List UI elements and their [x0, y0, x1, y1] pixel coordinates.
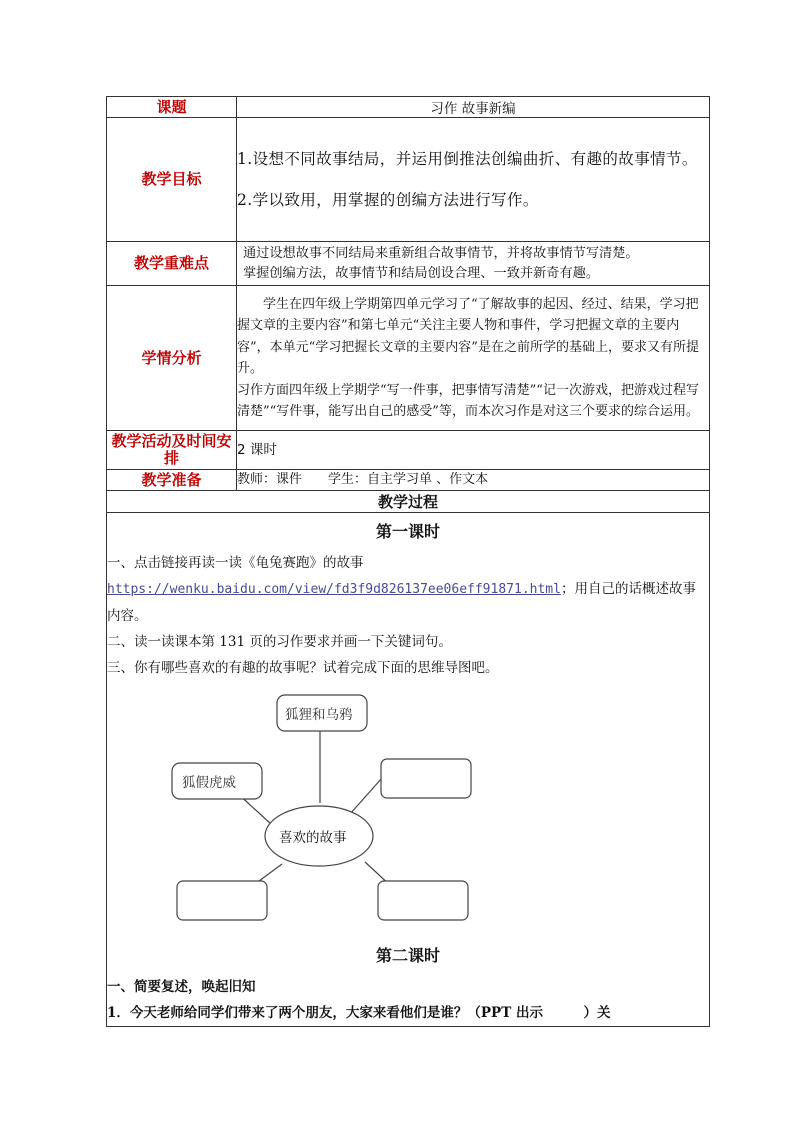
lesson1-step1-text: 一、点击链接再读一读《龟兔赛跑》的故事 — [107, 555, 364, 571]
prep-value: 教师：课件 学生：自主学习单 、作文本 — [237, 470, 710, 491]
lesson1-step3: 三、你有哪些喜欢的有趣的故事呢？试着完成下面的思维导图吧。 — [107, 660, 499, 676]
story-link[interactable]: https://wenku.baidu.com/view/fd3f9d826137ee06eff91871.html — [107, 582, 561, 597]
lesson2-step1: 一、简要复述，唤起旧知 — [107, 979, 256, 995]
lesson1-title: 第一课时 — [375, 522, 440, 541]
activity-value: 2 课时 — [237, 431, 710, 470]
mind-map-top-label: 狐狸和乌鸦 — [285, 707, 353, 723]
prep-label: 教学准备 — [107, 470, 237, 491]
lesson2-step1-1: 1．今天老师给同学们带来了两个朋友，大家来看他们是谁？（PPT 出示 ）关 — [107, 1005, 611, 1021]
analysis-label: 学情分析 — [107, 286, 237, 431]
goal-item-1: 1.设想不同故事结局，并运用倒推法创编曲折、有趣的故事情节。 — [237, 149, 698, 168]
lesson2-title: 第二课时 — [375, 946, 440, 965]
goal-label: 教学目标 — [107, 118, 237, 242]
analysis-paragraph-2: 习作方面四年级上学期学“写一件事，把事情写清楚”“记一次游戏，把游戏过程写清楚”“写件事，能写出自己的感受”等，而本次习作是对这三个要求的综合运用。 — [237, 382, 699, 419]
goal-cell — [237, 118, 710, 242]
story-mind-map — [107, 685, 567, 935]
analysis-paragraph-1: 学生在四年级上学期第四单元学习了“了解故事的起因、经过、结果，学习把握文章的主要内容”和第七单元“关注主要人物和事件，学习把握文章的主要内容”，本单元“学习把握长文章的主要内容”是在之前所学的基础上，要求又有所提升。 — [237, 296, 699, 376]
lesson1-step1-suffix: ；用自己的话概述故事内容。 — [107, 581, 696, 624]
lesson1-step1-cont — [107, 576, 709, 629]
lesson1-step1 — [107, 550, 709, 576]
goal-item-2: 2.学以致用，用掌握的创编方法进行写作。 — [237, 190, 539, 209]
mind-map-center-label: 喜欢的故事 — [279, 830, 347, 846]
lesson-plan-table — [106, 96, 710, 1027]
process-body — [107, 513, 710, 1027]
keypoint-item-1: 通过设想故事不同结局来重新组合故事情节，并将故事情节写清楚。 — [243, 245, 639, 261]
mind-map-left-label: 狐假虎威 — [182, 775, 236, 791]
topic-label: 课题 — [107, 97, 237, 118]
topic-value: 习作 故事新编 — [237, 97, 710, 118]
mind-map-bottom-left-box — [177, 881, 267, 920]
mind-map-right-box — [381, 759, 471, 798]
keypoint-label: 教学重难点 — [107, 242, 237, 286]
activity-label: 教学活动及时间安排 — [107, 431, 237, 470]
analysis-cell — [237, 286, 710, 431]
lesson1-step2: 二、读一读课本第 131 页的习作要求并画一下关键词句。 — [107, 634, 452, 650]
mind-map-bottom-right-box — [378, 881, 468, 920]
process-header: 教学过程 — [107, 491, 710, 513]
keypoint-item-2: 掌握创编方法，故事情节和结局创设合理、一致并新奇有趣。 — [243, 265, 600, 281]
keypoint-cell — [237, 242, 710, 286]
